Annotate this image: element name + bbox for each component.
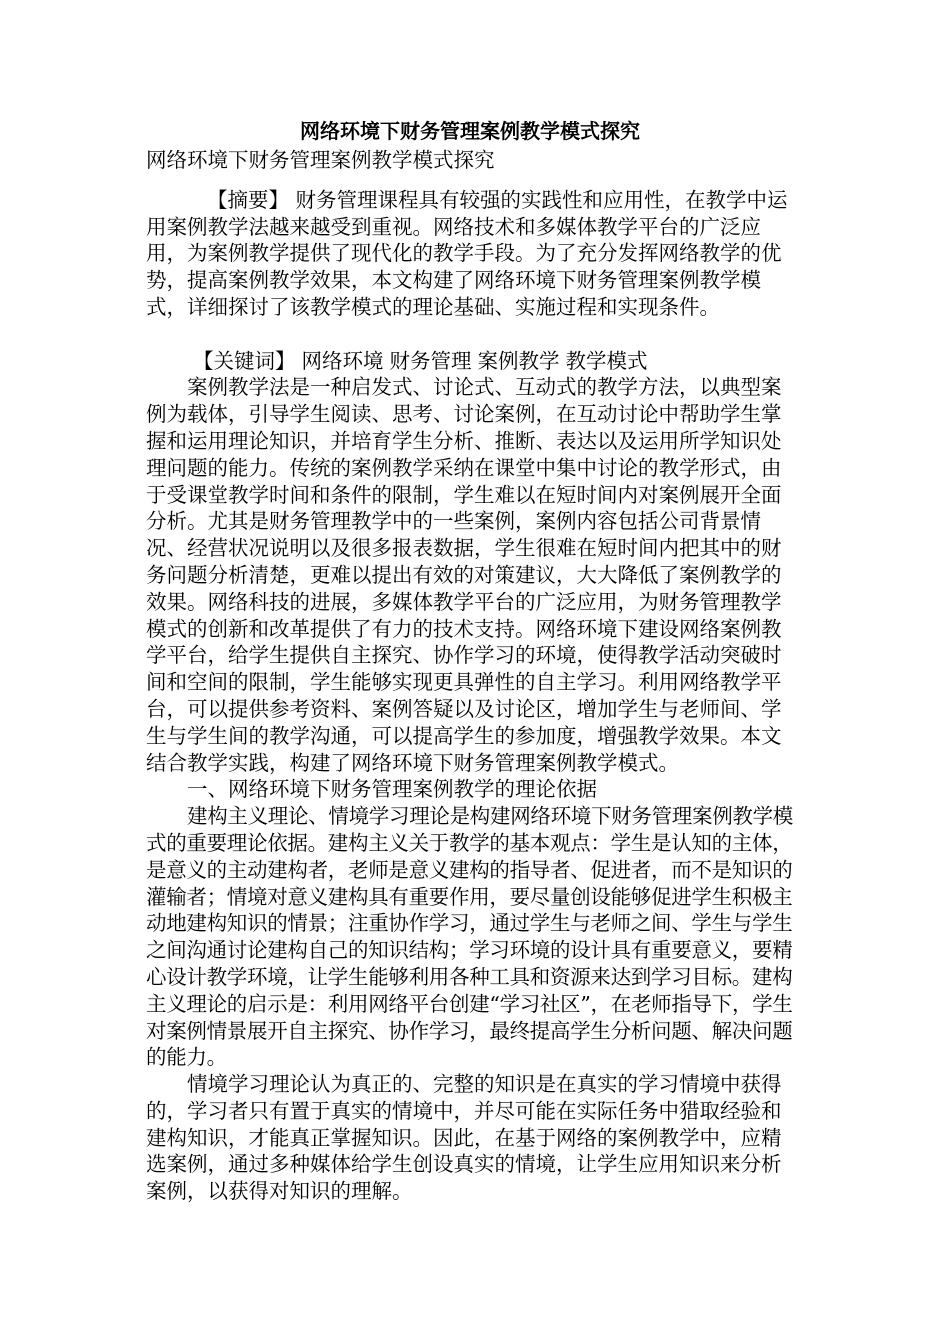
keyword: 网络环境 [301,348,384,373]
abstract-paragraph [146,187,794,321]
keywords-label: 【关键词】 [193,348,296,373]
keyword: 案例教学 [477,348,560,373]
body-paragraph: 情境学习理论认为真正的、完整的知识是在真实的学习情境中获得的，学习者只有置于真实的情境中，并尽可能在实际任务中猎取经验和建构知识，才能真正掌握知识。因此，在基于网络的案例教学中，应精选案例，通过多种媒体给学生创设真实的情境，让学生应用知识来分析案例，以获得对知识的理解。 [146,1072,782,1204]
keyword: 财务管理 [389,348,472,373]
body-paragraph: 建构主义理论、情境学习理论是构建网络环境下财务管理案例教学模式的重要理论依据。建构主义关于教学的基本观点：学生是认知的主体，是意义的主动建构者，老师是意义建构的指导者、促进者，而不是知识的灌输者；情境对意义建构具有重要作用，要尽量创设能够促进学生积极主动地建构知识的情景；注重协作学习，通过学生与老师之间、学生与学生之间沟通讨论建构自己的知识结构；学习环境的设计具有重要意义，要精心设计教学环境，让学生能够利用各种工具和资源来达到学习目标。建构主义理论的启示是：利用网络平台创建“学习社区”，在老师指导下，学生对案例情景展开自主探究、协作学习，最终提高学生分析问题、解决问题的能力。 [146,804,793,1070]
document-title: 网络环境下财务管理案例教学模式探究 [300,119,640,143]
document-page [146,118,794,1205]
keyword: 教学模式 [565,348,648,373]
document-subtitle: 网络环境下财务管理案例教学模式探究 [146,148,495,172]
section-heading: 一、网络环境下财务管理案例教学的理论依据 [187,777,597,802]
keywords-paragraph [146,348,794,375]
abstract-label: 【摘要】 [207,187,289,212]
abstract-text: 财务管理课程具有较强的实践性和应用性，在教学中运用案例教学法越来越受到重视。网络技术和多媒体教学平台的广泛应用，为案例教学提供了现代化的教学手段。为了充分发挥网络教学的优势，提高案例教学效果，本文构建了网络环境下财务管理案例教学模式，详细探讨了该教学模式的理论基础、实施过程和实现条件。 [146,187,788,319]
intro-paragraph: 案例教学法是一种启发式、讨论式、互动式的教学方法，以典型案例为载体，引导学生阅读、思考、讨论案例，在互动讨论中帮助学生掌握和运用理论知识，并培育学生分析、推断、表达以及运用所学知识处理问题的能力。传统的案例教学采纳在课堂中集中讨论的教学形式，由于受课堂教学时间和条件的限制，学生难以在短时间内对案例展开全面分析。尤其是财务管理教学中的一些案例，案例内容包括公司背景情况、经营状况说明以及很多报表数据，学生很难在短时间内把其中的财务问题分析清楚，更难以提出有效的对策建议，大大降低了案例教学的效果。网络科技的进展，多媒体教学平台的广泛应用，为财务管理教学模式的创新和改革提供了有力的技术支持。网络环境下建设网络案例教学平台，给学生提供自主探究、协作学习的环境，使得教学活动突破时间和空间的限制，学生能够实现更具弹性的自主学习。利用网络教学平台，可以提供参考资料、案例答疑以及讨论区，增加学生与老师间、学生与学生间的教学沟通，可以提高学生的参加度，增强教学效果。本文结合教学实践，构建了网络环境下财务管理案例教学模式。 [146,375,782,775]
blank-line [146,321,794,348]
